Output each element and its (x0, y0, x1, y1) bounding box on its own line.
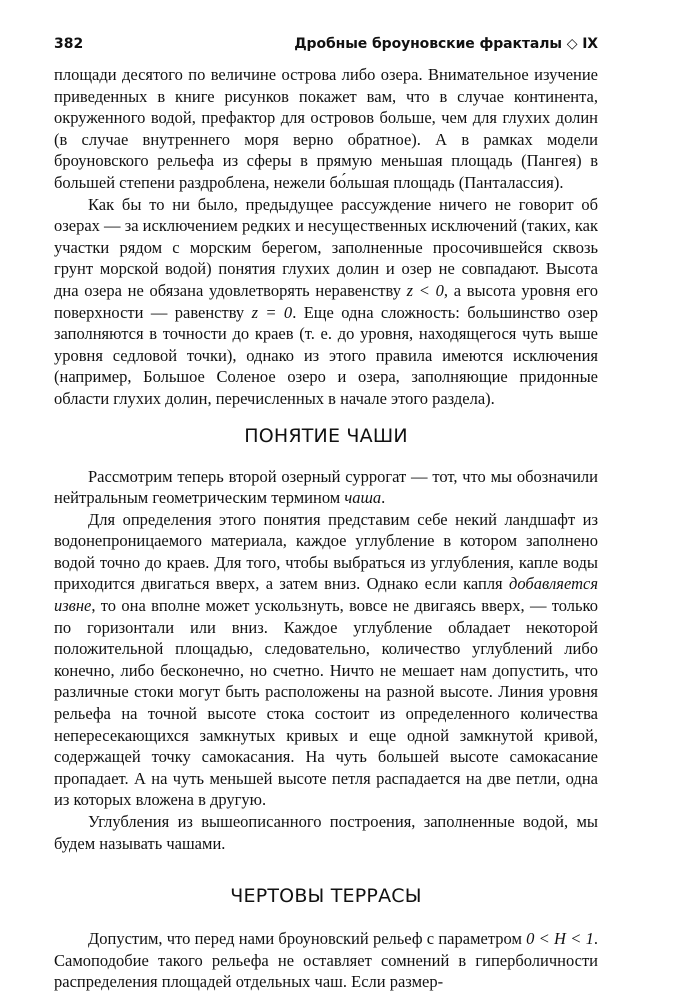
running-title: Дробные броуновские фракталы ◇ IX (294, 36, 598, 52)
page-number: 382 (54, 36, 84, 52)
paragraph-2: Как бы то ни было, предыдущее рассуждение ничего не говорит об озерах — за исключением редких и несущественных исключений (таких, как участки рядом с морским берегом, заполненные просочившейся сквозь грунт морской водой) понятия глухих долин и озер не совпадают. Высота дна озера не обязана удовлетворять неравенству z < 0, а высота уровня его поверхности — равенству z = 0. Еще одна сложность: большинство озер заполняются в точности до краев (т. е. до уровня, находящегося чуть выше уровня седловой точки), однако из этого правила имеются исключения (например, Большое Соленое озеро и озера, заполняющие придонные области глухих долин, перечисленных в начале этого раздела). (54, 194, 599, 408)
section-heading-terraces: ЧЕРТОВЫ ТЕРРАСЫ (230, 885, 422, 908)
math-equality: z = 0 (251, 302, 293, 322)
term-bowl: чаша (344, 488, 382, 508)
book-page (54, 30, 598, 993)
running-head (54, 30, 598, 58)
section-heading-bowl: ПОНЯТИЕ ЧАШИ (244, 424, 408, 447)
paragraph-4: Для определения этого понятия представим себе некий ландшафт из водонепроницаемого материала, каждое углубление в котором заполнено водой точно до краев. Для того, чтобы выбраться из углубления, капле воды приходится двигаться вверх, а затем вниз. Однако если капля добавляется извне, то она вполне может ускользнуть, вовсе не двигаясь вверх, — только по горизонтали или вниз. Каждое углубление обладает некоторой положительной площадью, следовательно, количество углублений либо конечно, либо бесконечно, но счетно. Ничто не мешает нам допустить, что различные стоки могут быть расположены на разной высоте. Линия уровня рельефа на точной высоте стока состоит из определенного количества непересекающихся замкнутых кривых и еще одной замкнутой кривой, содержащей точку самокасания. На чуть большей высоте самокасание пропадает. А на чуть меньшей высоте петля распадается на две петли, одна из которых вложена в другую. (54, 509, 598, 810)
math-inequality: z < 0 (406, 280, 444, 300)
page-body (54, 64, 598, 993)
math-parameter-range: 0 < H < 1 (526, 929, 594, 949)
term-added-from-outside: добавляется извне (54, 574, 598, 616)
paragraph-5: Углубления из вышеописанного построения, заполненные водой, мы будем называть чашами. (54, 812, 598, 853)
paragraph-6: Допустим, что перед нами броуновский рельеф с параметром 0 < H < 1. Самоподобие такого рельефа не оставляет сомнений в гиперболичности распределения площадей отдельных чаш. Если размер- (54, 929, 598, 992)
paragraph-3: Рассмотрим теперь второй озерный суррогат — тот, что мы обозначили нейтральным геометрическим термином чаша. (54, 466, 598, 508)
paragraph-1: площади десятого по величине острова либо озера. Внимательное изучение приведенных в книге рисунков покажет вам, что в случае континента, окруженного водой, префактор для островов больше, чем для глухих долин (в случае внутреннего моря верно обратное). А в рамках модели броуновского рельефа из сферы в прямую меньшая площадь (Пангея) в большей степени раздроблена, нежели бо́льшая площадь (Панталассия). (54, 65, 598, 192)
